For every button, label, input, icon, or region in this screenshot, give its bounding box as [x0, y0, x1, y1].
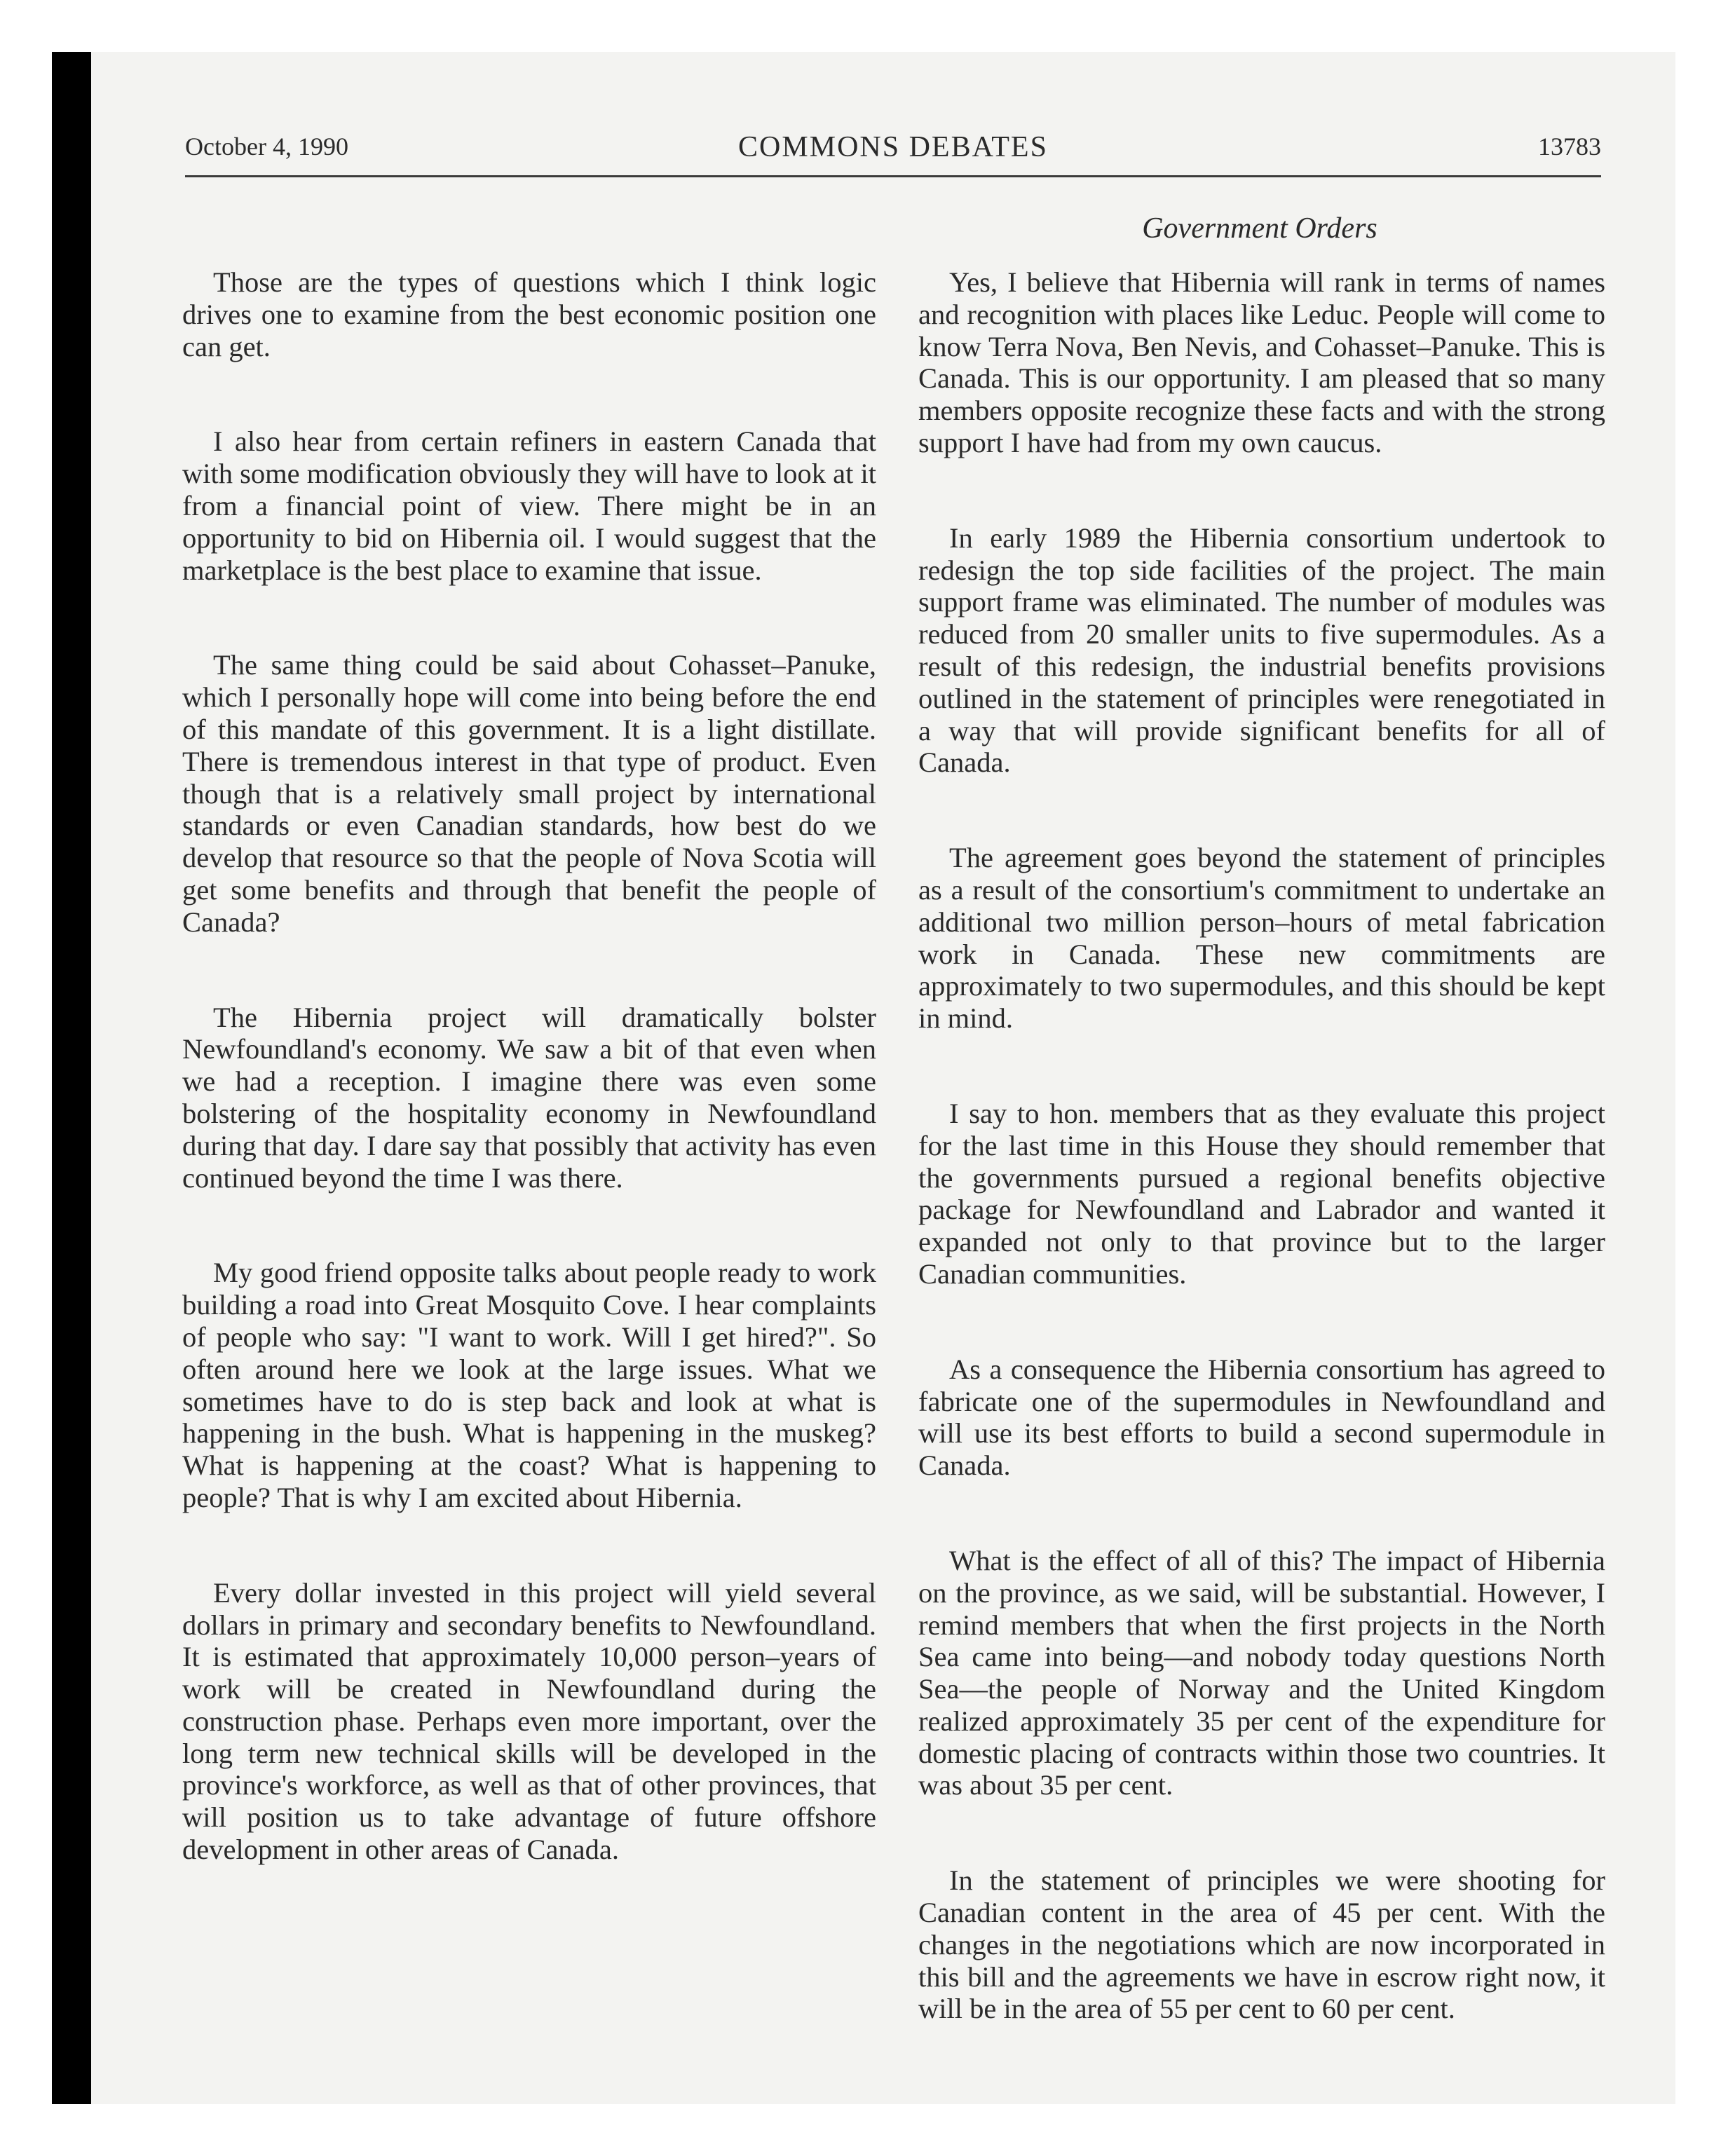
paragraph: Yes, I believe that Hibernia will rank in terms of names and recognition with places like Leduc. People will come to know Terra Nova, Ben Nevis, and Cohasset–Panuke. This is Canada. This is our opportunity. I am pleased that so many members opposite recognize these facts and with the strong support I have had from my own caucus. — [918, 266, 1605, 458]
header-date: October 4, 1990 — [185, 132, 348, 161]
header-rule — [185, 175, 1601, 177]
right-column — [918, 266, 1605, 2088]
section-label: Government Orders — [1142, 212, 1377, 245]
paragraph: Those are the types of questions which I think logic drives one to examine from the best economic position one can get. — [182, 266, 876, 362]
scan-edge-bar — [52, 52, 91, 2104]
paragraph: As a consequence the Hibernia consortium has agreed to fabricate one of the supermodules in Newfoundland and will use its best efforts to build a second supermodule in Canada. — [918, 1353, 1605, 1482]
paragraph: What is the effect of all of this? The impact of Hibernia on the province, as we said, will be substantial. However, I remind members that when the first projects in the North Sea came into being—and nobody today questions North Sea—the people of Norway and the United Kingdom realized approximately 35 per cent of the expenditure for domestic placing of contracts within those two countries. It was about 35 per cent. — [918, 1544, 1605, 1801]
paragraph: I say to hon. members that as they evaluate this project for the last time in this House they should remember that the governments pursued a regional benefits objective package for Newfoundland and Labrador and wanted it expanded not only to that province but to the larger Canadian communities. — [918, 1097, 1605, 1290]
left-column — [182, 266, 876, 1929]
paragraph: Every dollar invested in this project will yield several dollars in primary and secondary benefits to Newfoundland. It is estimated that approximately 10,000 person–years of work will be created in Newfoundland during the construction phase. Perhaps even more important, over the long term new technical skills will be developed in the province's workforce, as well as that of other provinces, that will position us to take advantage of future offshore development in other areas of Canada. — [182, 1576, 876, 1866]
header-page-number: 13783 — [1538, 132, 1601, 161]
page-header — [185, 126, 1601, 175]
header-title: COMMONS DEBATES — [738, 131, 1048, 163]
paragraph: I also hear from certain refiners in eastern Canada that with some modification obviously they will have to look at it from a financial point of view. There might be in an opportunity to bid on Hibernia oil. I would suggest that the marketplace is the best place to examine that issue. — [182, 425, 876, 586]
paragraph: The Hibernia project will dramatically bolster Newfoundland's economy. We saw a bit of that even when we had a reception. I imagine there was even some bolstering of the hospitality economy in Newfoundland during that day. I dare say that possibly that activity has even continued beyond the time I was there. — [182, 1001, 876, 1194]
paragraph: In early 1989 the Hibernia consortium undertook to redesign the top side facilities of the project. The main support frame was eliminated. The number of modules was reduced from 20 smaller units to five supermodules. As a result of this redesign, the industrial benefits provisions outlined in the statement of principles were renegotiated in a way that will provide significant benefits for all of Canada. — [918, 521, 1605, 779]
paragraph: My good friend opposite talks about people ready to work building a road into Great Mosquito Cove. I hear complaints of people who say: "I want to work. Will I get hired?". So often around here we look at the large issues. What we sometimes have to do is step back and look at what is happening in the bush. What is happening in the muskeg? What is happening at the coast? What is happening to people? That is why I am excited about Hibernia. — [182, 1257, 876, 1513]
paragraph: The same thing could be said about Cohasset–Panuke, which I personally hope will come into being before the end of this mandate of this government. It is a light distillate. There is tremendous interest in that type of product. Even though that is a relatively small project by international standards or even Canadian standards, how best do we develop that resource so that the people of Nova Scotia will get some benefits and through that benefit the people of Canada? — [182, 649, 876, 938]
paragraph: The agreement goes beyond the statement of principles as a result of the consortium's commitment to undertake an additional two million person–hours of metal fabrication work in Canada. These new commitments are approximately to two supermodules, and this should be kept in mind. — [918, 842, 1605, 1035]
paragraph: In the statement of principles we were shooting for Canadian content in the area of 45 per cent. With the changes in the negotiations which are now incorporated in this bill and the agreements we have in escrow right now, it will be in the area of 55 per cent to 60 per cent. — [918, 1864, 1605, 2025]
